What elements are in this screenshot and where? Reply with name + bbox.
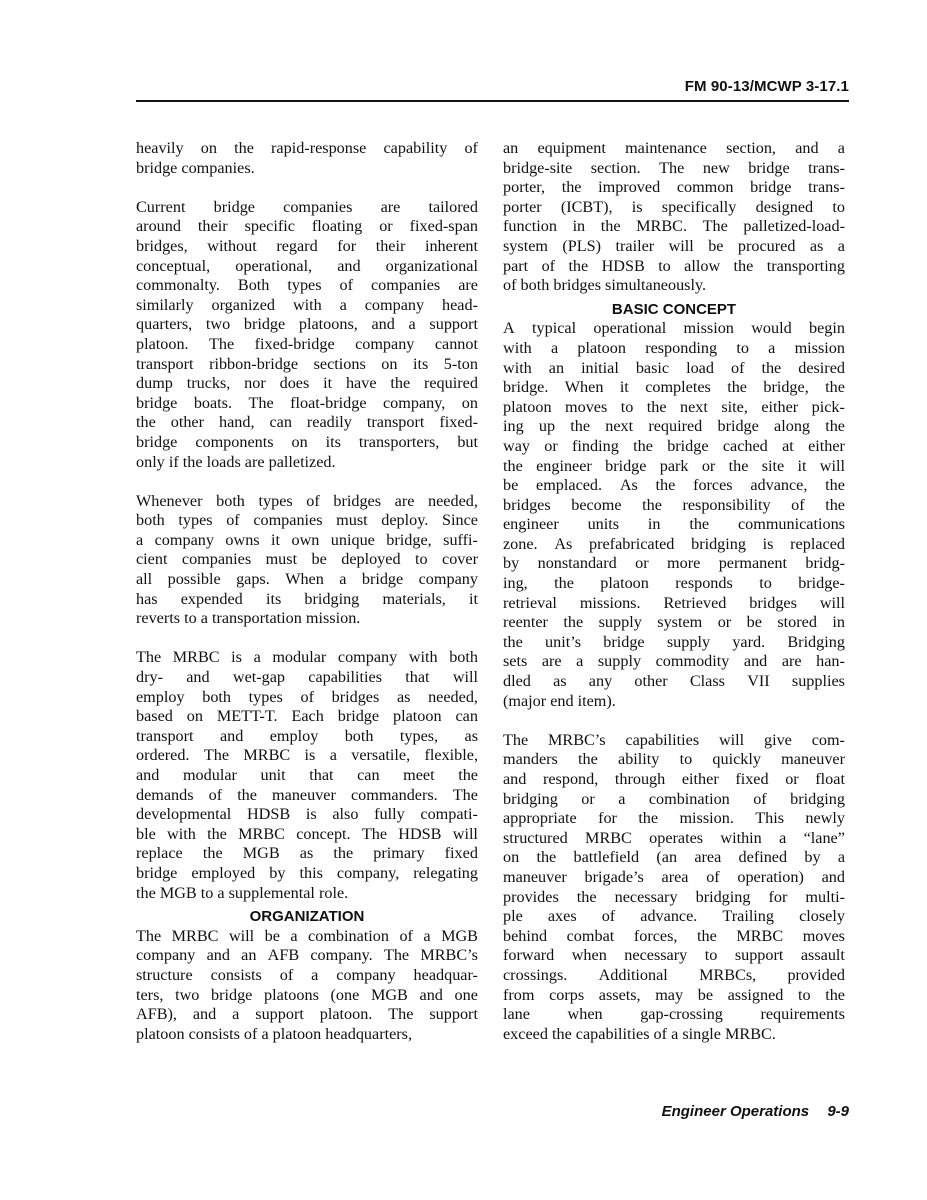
text-line: function in the MRBC. The palletized-load- xyxy=(503,217,845,236)
text-line: the MGB to a supplemental role. xyxy=(136,883,349,902)
paragraph xyxy=(503,139,845,296)
text-line: bridge. When it completes the bridge, the xyxy=(503,378,845,397)
text-line: bridges, without regard for their inherent xyxy=(136,236,478,255)
right-column xyxy=(503,139,845,1044)
text-line: platoon moves to the next site, either pick- xyxy=(503,397,845,416)
text-line: structure consists of a company headquar- xyxy=(136,965,478,984)
text-line: developmental HDSB is also fully compati- xyxy=(136,805,478,824)
text-line: structured MRBC operates within a “lane” xyxy=(503,828,845,847)
text-line: transport and employ both types, as xyxy=(136,726,478,745)
text-line: ple axes of advance. Trailing closely xyxy=(503,907,845,926)
text-line: Current bridge companies are tailored xyxy=(136,197,478,216)
text-line: (major end item). xyxy=(503,691,616,710)
text-line: the other hand, can readily transport fixed- xyxy=(136,413,478,432)
text-line: an equipment maintenance section, and a xyxy=(503,139,845,157)
text-line: similarly organized with a company head- xyxy=(136,295,478,314)
text-line: system (PLS) trailer will be procured as a xyxy=(503,236,845,255)
text-line: AFB), and a support platoon. The support xyxy=(136,1005,478,1024)
text-line: demands of the maneuver commanders. The xyxy=(136,785,478,804)
text-line: zone. As prefabricated bridging is replaced xyxy=(503,534,845,553)
text-line: from corps assets, may be assigned to the xyxy=(503,985,845,1004)
text-line: engineer units in the communications xyxy=(503,515,845,534)
text-line: part of the HDSB to allow the transporting xyxy=(503,256,845,275)
text-line: porter, the improved common bridge trans- xyxy=(503,178,845,197)
text-line: reverts to a transportation mission. xyxy=(136,609,361,628)
paragraph xyxy=(136,492,478,629)
text-line: replace the MGB as the primary fixed xyxy=(136,844,478,863)
text-line: porter (ICBT), is specifically designed to xyxy=(503,197,845,216)
text-line: bridging or a combination of bridging xyxy=(503,789,845,808)
text-line: platoon. The fixed-bridge company cannot xyxy=(136,334,478,353)
text-line: and modular unit that can meet the xyxy=(136,766,478,784)
paragraph xyxy=(136,927,478,1045)
section-heading-basic-concept: BASIC CONCEPT xyxy=(611,300,737,318)
text-line: bridge components on its transporters, but xyxy=(136,432,478,451)
text-line: sets are a supply commodity and are han- xyxy=(503,652,845,671)
text-line: based on METT-T. Each bridge platoon can xyxy=(136,707,478,726)
text-line: heavily on the rapid-response capability of xyxy=(136,139,478,157)
left-column xyxy=(136,139,478,1044)
page-number: 9-9 xyxy=(827,1103,849,1120)
text-line: bridges become the responsibility of the xyxy=(503,495,845,514)
text-line: the engineer bridge park or the site it will xyxy=(503,456,845,475)
text-line: transport ribbon-bridge sections on its 5-ton xyxy=(136,354,478,373)
text-line: provides the necessary bridging for multi- xyxy=(503,887,845,906)
paragraph xyxy=(503,731,845,1045)
text-line: platoon consists of a platoon headquarters, xyxy=(136,1024,413,1043)
running-footer xyxy=(662,1103,849,1120)
text-line: on the battlefield (an area defined by a xyxy=(503,848,845,867)
text-line: ing, the platoon responds to bridge- xyxy=(503,574,845,593)
text-line: the unit’s bridge supply yard. Bridging xyxy=(503,632,845,651)
text-line: behind combat forces, the MRBC moves xyxy=(503,926,845,945)
text-line: manders the ability to quickly maneuver xyxy=(503,750,845,769)
chapter-title: Engineer Operations xyxy=(661,1103,810,1120)
text-line: quarters, two bridge platoons, and a support xyxy=(136,315,478,334)
text-line: be emplaced. As the forces advance, the xyxy=(503,476,845,495)
running-header xyxy=(136,78,849,102)
text-line: by nonstandard or more permanent bridg- xyxy=(503,554,845,573)
text-line: both types of companies must deploy. Since xyxy=(136,511,478,530)
text-line: conceptual, operational, and organizational xyxy=(136,256,478,275)
text-line: bridge employed by this company, relegating xyxy=(136,863,478,882)
text-line: lane when gap-crossing requirements xyxy=(503,1005,845,1024)
paragraph xyxy=(136,139,478,178)
text-line: all possible gaps. When a bridge company xyxy=(136,570,478,589)
paragraph xyxy=(136,648,478,903)
text-line: and respond, through either fixed or float xyxy=(503,770,845,788)
text-line: bridge-site section. The new bridge trans- xyxy=(503,158,845,177)
text-line: company and an AFB company. The MRBC’s xyxy=(136,946,478,965)
text-line: bridge companies. xyxy=(136,158,255,177)
text-line: bridge boats. The float-bridge company, on xyxy=(136,393,478,412)
text-line: maneuver brigade’s area of operation) and xyxy=(503,867,845,886)
text-line: employ both types of bridges as needed, xyxy=(136,687,478,706)
text-line: a company owns it own unique bridge, suffi- xyxy=(136,530,478,549)
text-line: of both bridges simultaneously. xyxy=(503,276,707,295)
text-line: dled as any other Class VII supplies xyxy=(503,672,845,691)
text-line: way or finding the bridge cached at either xyxy=(503,436,845,455)
text-line: crossings. Additional MRBCs, provided xyxy=(503,965,845,984)
text-line: A typical operational mission would begin xyxy=(503,319,845,338)
paragraph xyxy=(136,198,478,472)
text-line: Whenever both types of bridges are needed, xyxy=(136,491,478,510)
text-line: ing up the next required bridge along the xyxy=(503,417,845,436)
text-line: around their specific floating or fixed-span xyxy=(136,217,478,236)
text-line: commonalty. Both types of companies are xyxy=(136,276,478,295)
text-line: reenter the supply system or be stored in xyxy=(503,613,845,632)
text-line: The MRBC’s capabilities will give com- xyxy=(503,730,845,749)
document-id: FM 90-13/MCWP 3-17.1 xyxy=(684,78,849,95)
text-line: only if the loads are palletized. xyxy=(136,452,336,471)
text-line: forward when necessary to support assault xyxy=(503,946,845,965)
text-line: The MRBC is a modular company with both xyxy=(136,648,478,667)
text-line: dry- and wet-gap capabilities that will xyxy=(136,668,478,687)
text-line: exceed the capabilities of a single MRBC. xyxy=(503,1024,776,1043)
text-line: cient companies must be deployed to cover xyxy=(136,550,478,569)
text-line: The MRBC will be a combination of a MGB xyxy=(136,926,478,945)
text-line: has expended its bridging materials, it xyxy=(136,589,478,608)
text-line: retrieval missions. Retrieved bridges will xyxy=(503,593,845,612)
section-heading-organization: ORGANIZATION xyxy=(249,908,365,926)
paragraph xyxy=(503,319,845,711)
text-line: appropriate for the mission. This newly xyxy=(503,809,845,828)
text-line: ble with the MRBC concept. The HDSB will xyxy=(136,824,478,843)
text-line: ters, two bridge platoons (one MGB and one xyxy=(136,985,478,1004)
text-line: ordered. The MRBC is a versatile, flexible, xyxy=(136,746,478,765)
text-line: with a platoon responding to a mission xyxy=(503,338,845,357)
text-line: with an initial basic load of the desired xyxy=(503,358,845,377)
text-line: dump trucks, nor does it have the required xyxy=(136,374,478,393)
